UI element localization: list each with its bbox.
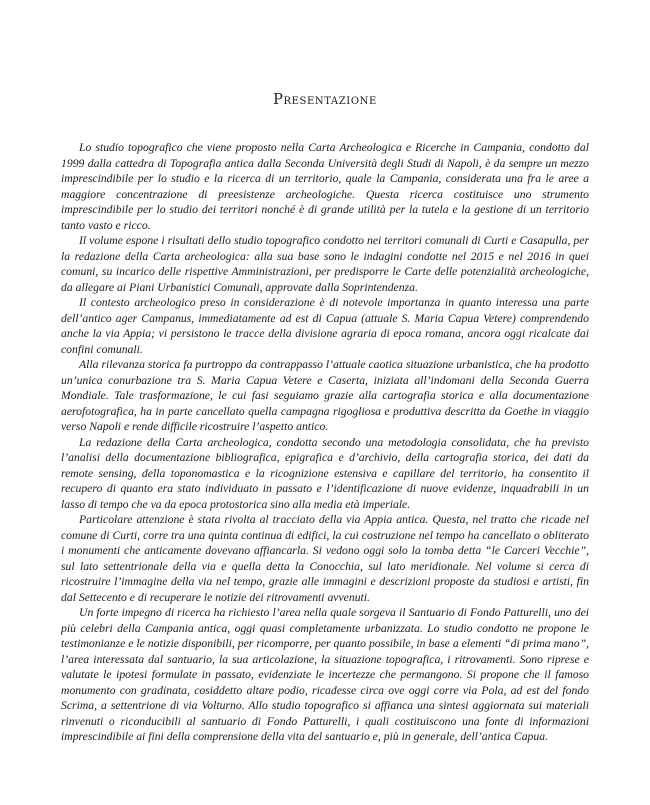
paragraph: Il contesto archeologico preso in considerazione è di notevole importanza in quanto interessa una parte dell’antico ager Campanus, immediatamente ad est di Capua (attuale S. Maria Capua Vetere) comprendendo anche la via Appia; vi persistono le tracce della divisione agraria di epoca romana, ancora oggi ricalcate dai confini comunali. <box>61 296 589 356</box>
paragraph: Particolare attenzione è stata rivolta al tracciato della via Appia antica. Questa, nel tratto che ricade nel comune di Curti, corre tra una quinta continua di edifici, la cui costruzione nel tempo ha cancellato o obliterato i monumenti che anticamente dovevano affiancarla. Si vedono oggi solo la tomba detta “le Carceri Vecchie”, sul lato settentrionale della via e quella detta la Conocchia, sul lato meridionale. Nel volume si cerca di ricostruire l’immagine della via nel tempo, grazie alle immagini e descrizioni proposte da studiosi e artisti, fin dal Settecento e di recuperare le notizie dei ritrovamenti avvenuti. <box>61 513 589 604</box>
paragraph: Un forte impegno di ricerca ha richiesto l’area nella quale sorgeva il Santuario di Fondo Patturelli, uno dei più celebri della Campania antica, oggi quasi completamente urbanizzata. Lo studio condotto ne propone le testimonianze e le notizie disponibili, per ricomporre, per quanto possibile, in base a elementi “di prima mano”, l’area interessata dal santuario, la sua articolazione, la situazione topografica, i ritrovamenti. Sono riprese e valutate le ipotesi formulate in passato, evidenziate le incertezze che permangono. Si propone che il famoso monumento con gradinata, cosiddetto altare podio, ricadesse circa ove oggi corre via Pola, ad est del fondo Scrima, a settentrione di via Volturno. Allo studio topografico si affianca una sintesi aggiornata sui materiali rinvenuti o riconducibili al santuario di Fondo Patturelli, i quali costituiscono una fonte di informazioni imprescindibile ai fini della comprensione della vita del santuario e, più in generale, dell’antica Capua. <box>61 606 589 743</box>
paragraph: Il volume espone i risultati dello studio topografico condotto nei territori comunali di Curti e Casapulla, per la redazione della Carta archeologica: alla sua base sono le indagini condotte nel 2015 e nel 2016 in quei comuni, su incarico delle rispettive Amministrazioni, per predisporre le Carte delle potenzialità archeologiche, da allegare ai Piani Urbanistici Comunali, approvate dalla Soprintendenza. <box>61 234 589 294</box>
paragraph: Lo studio topografico che viene proposto nella Carta Archeologica e Ricerche in Campania, condotto dal 1999 dalla cattedra di Topografia antica dalla Seconda Università degli Studi di Napoli, è da sempre un mezzo imprescindibile per lo studio e la ricerca di un territorio, quale la Campania, considerata una fra le aree a maggiore concentrazione di preesistenze archeologiche. Questa ricerca costituisce uno strumento imprescindibile per lo studio dei territori nonché è di grande utilità per la tutela e la gestione di un territorio tanto vasto e ricco. <box>61 141 589 232</box>
paragraph: La redazione della Carta archeologica, condotta secondo una metodologia consolidata, che ha previsto l’analisi della documentazione bibliografica, epigrafica e d’archivio, della cartografia storica, dei dati da remote sensing, della toponomastica e la ricognizione estensiva e capillare del territorio, ha consentito il recupero di quanto era stato individuato in passato e l’identificazione di nuove evidenze, inquadrabili in un lasso di tempo che va da epoca protostorica sino alla media età imperiale. <box>61 435 589 511</box>
page-title: Presentazione <box>273 92 377 108</box>
paragraph: Alla rilevanza storica fa purtroppo da contrappasso l’attuale caotica situazione urbanistica, che ha prodotto un’unica conurbazione tra S. Maria Capua Vetere e Caserta, iniziata all’indomani della Seconda Guerra Mondiale. Tale trasformazione, le cui fasi seguiamo grazie alla cartografia storica e alla documentazione aerofotografica, ha in parte cancellato quella campagna rigogliosa e produttiva descritta da Goethe in viaggio verso Napoli e rende difficile ricostruire l’aspetto antico. <box>61 358 589 433</box>
body-text <box>61 140 589 745</box>
